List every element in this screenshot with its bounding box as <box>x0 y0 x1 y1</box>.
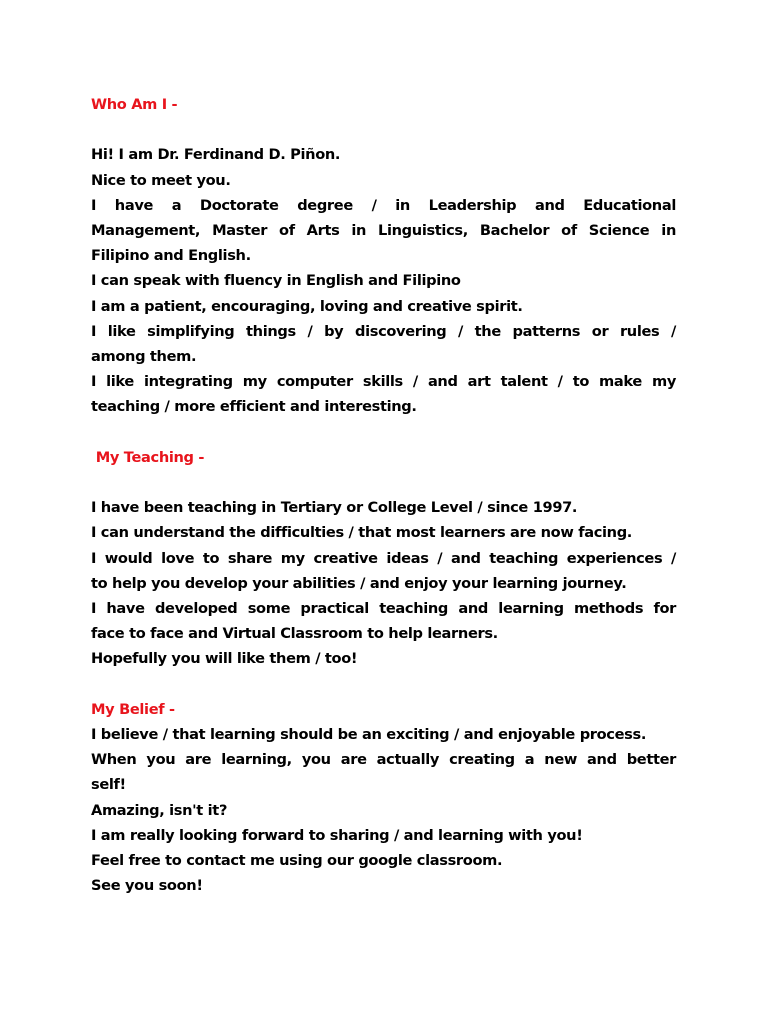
who-line: I can speak with fluency in English and Filipino <box>91 272 461 290</box>
belief-line: self! <box>91 776 126 794</box>
belief-line: Feel free to contact me using our google classroom. <box>91 852 503 870</box>
document-page <box>91 92 676 898</box>
who-line: Nice to meet you. <box>91 171 231 189</box>
belief-line: See you soon! <box>91 877 203 895</box>
teaching-line: I have developed some practical teaching and learning methods for <box>91 600 676 618</box>
teaching-line: to help you develop your abilities / and enjoy your learning journey. <box>91 574 627 592</box>
teaching-line: Hopefully you will like them / too! <box>91 650 358 668</box>
who-line: among them. <box>91 348 197 366</box>
teaching-line: I would love to share my creative ideas / and teaching experiences / <box>91 549 676 567</box>
who-line: I am a patient, encouraging, loving and creative spirit. <box>91 297 523 315</box>
who-line: teaching / more efficient and interesting. <box>91 398 417 416</box>
belief-line: I am really looking forward to sharing / and learning with you! <box>91 826 583 844</box>
who-line: Filipino and English. <box>91 247 251 265</box>
who-line: Management, Master of Arts in Linguistics, Bachelor of Science in <box>91 222 676 239</box>
who-line: I like simplifying things / by discovering / the patterns or rules / <box>91 322 676 340</box>
my-teaching-heading: My Teaching - <box>91 448 205 466</box>
belief-line: Amazing, isn't it? <box>91 801 228 819</box>
belief-line: When you are learning, you are actually creating a new and better <box>91 751 676 769</box>
who-line: I have a Doctorate degree / in Leadership and Educational <box>91 196 676 214</box>
who-line: Hi! I am Dr. Ferdinand D. Piñon. <box>91 146 341 164</box>
who-am-i-heading: Who Am I - <box>91 96 178 113</box>
teaching-line: I can understand the difficulties / that most learners are now facing. <box>91 524 632 542</box>
belief-line: I believe / that learning should be an exciting / and enjoyable process. <box>91 726 647 744</box>
teaching-line: I have been teaching in Tertiary or College Level / since 1997. <box>91 499 578 517</box>
my-belief-heading: My Belief - <box>91 700 175 718</box>
who-line: I like integrating my computer skills / and art talent / to make my <box>91 373 676 391</box>
teaching-line: face to face and Virtual Classroom to help learners. <box>91 625 498 643</box>
